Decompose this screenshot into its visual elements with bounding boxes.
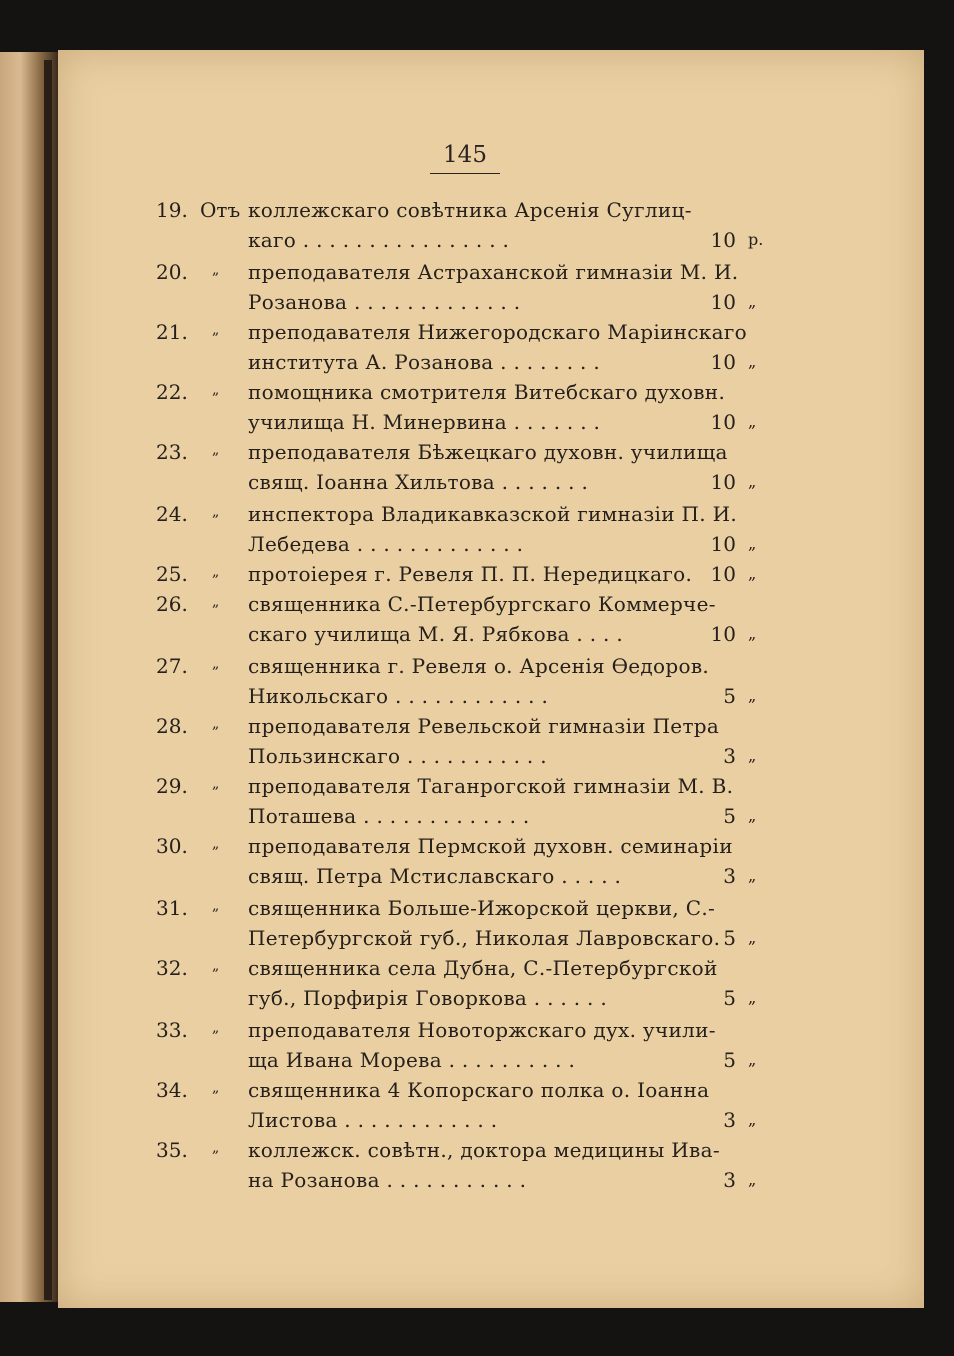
entry-line-1: [58, 380, 924, 410]
entry-text-line-2: свящ. Іоанна Хильтова . . . . . . .: [248, 470, 589, 494]
entry-text-line-2: Розанова . . . . . . . . . . . . .: [248, 290, 521, 314]
entry-amount: 10: [710, 350, 736, 374]
book-page: [58, 50, 924, 1308]
entry-line-2: [58, 744, 924, 774]
ditto-mark: „: [212, 1140, 220, 1156]
page-number-rule: [430, 173, 500, 174]
entry-amount: 5: [723, 1048, 736, 1072]
entry-text-line-2: Никольскаго . . . . . . . . . . . .: [248, 684, 549, 708]
entry-text-line-1: священника 4 Копорскаго полка о. Іоанна: [248, 1078, 710, 1102]
entry-amount: 5: [723, 804, 736, 828]
entry-unit: „: [748, 746, 757, 765]
entry-line-1: [58, 834, 924, 864]
entry-unit: „: [748, 686, 757, 705]
entry-unit: „: [748, 866, 757, 885]
entry-line-1: [58, 260, 924, 290]
entry-prefix: Отъ: [200, 198, 241, 222]
entry-amount: 3: [723, 744, 736, 768]
ditto-mark: „: [212, 836, 220, 852]
entry-unit: „: [748, 534, 757, 553]
entry-line-1: [58, 1138, 924, 1168]
entry-unit: „: [748, 624, 757, 643]
entry-number: 25.: [156, 562, 188, 586]
entry-text-line-1: инспектора Владикавказской гимназіи П. И.: [248, 502, 737, 526]
entry-text-line-2: училища Н. Минервина . . . . . . .: [248, 410, 601, 434]
entry-amount: 5: [723, 926, 736, 950]
entry-amount: 10: [710, 410, 736, 434]
entry-number: 24.: [156, 502, 188, 526]
entry-amount: 10: [710, 622, 736, 646]
entry-text-line-1: преподавателя Нижегородскаго Маріинскаго: [248, 320, 747, 344]
entry-text-line-2: скаго училища М. Я. Рябкова . . . .: [248, 622, 623, 646]
entry-number: 30.: [156, 834, 188, 858]
ditto-mark: „: [212, 442, 220, 458]
entry-unit: „: [748, 1110, 757, 1129]
entry-amount: 10: [710, 228, 736, 252]
ditto-mark: „: [212, 1020, 220, 1036]
entry-text-line-1: преподавателя Бѣжецкаго духовн. училища: [248, 440, 728, 464]
binding-edge: [44, 60, 52, 1300]
entry-amount: 10: [710, 562, 736, 586]
entry-line-1: [58, 774, 924, 804]
ditto-mark: „: [212, 262, 220, 278]
entry-text-line-2: каго . . . . . . . . . . . . . . . .: [248, 228, 510, 252]
entry-line-1: [58, 198, 924, 228]
entry-line-2: [58, 290, 924, 320]
entry-text-line-2: губ., Порфирія Говоркова . . . . . .: [248, 986, 608, 1010]
entry-line-2: [58, 986, 924, 1016]
entry-amount: 10: [710, 532, 736, 556]
entry-line-1: [58, 1078, 924, 1108]
entry-number: 19.: [156, 198, 188, 222]
entry-amount: 5: [723, 986, 736, 1010]
ditto-mark: „: [212, 898, 220, 914]
entry-line-2: [58, 1048, 924, 1078]
entry-line-1: [58, 592, 924, 622]
entry-line-2: [58, 926, 924, 956]
entry-unit: „: [748, 352, 757, 371]
entry-number: 35.: [156, 1138, 188, 1162]
entry-number: 32.: [156, 956, 188, 980]
entry-line-2: [58, 864, 924, 894]
entry-number: 31.: [156, 896, 188, 920]
entry-text-line-1: преподавателя Таганрогской гимназіи М. В.: [248, 774, 734, 798]
entry-number: 20.: [156, 260, 188, 284]
entry-unit: „: [748, 564, 757, 583]
entry-line-1: [58, 714, 924, 744]
entry-line-2: [58, 804, 924, 834]
entry-text-line-2: Пользинскаго . . . . . . . . . . .: [248, 744, 547, 768]
entry-line-2: [58, 532, 924, 562]
ditto-mark: „: [212, 1080, 220, 1096]
entry-line-1: [58, 896, 924, 926]
entry-line-2: [58, 350, 924, 380]
entry-text-line-1: протоіерея г. Ревеля П. П. Нередицкаго.: [248, 562, 693, 586]
entry-unit: „: [748, 928, 757, 947]
entry-unit: р.: [748, 230, 764, 249]
entry-number: 27.: [156, 654, 188, 678]
entry-amount: 3: [723, 864, 736, 888]
entry-text-line-2: Лебедева . . . . . . . . . . . . .: [248, 532, 524, 556]
entry-number: 21.: [156, 320, 188, 344]
entry-unit: „: [748, 806, 757, 825]
entry-line-2: [58, 1168, 924, 1198]
ditto-mark: „: [212, 594, 220, 610]
entry-amount: 10: [710, 290, 736, 314]
entry-unit: „: [748, 472, 757, 491]
entry-line-2: [58, 684, 924, 714]
entry-text-line-1: коллежскаго совѣтника Арсенія Суглиц-: [248, 198, 692, 222]
ditto-mark: „: [212, 716, 220, 732]
entry-text-line-1: преподавателя Новоторжскаго дух. учили-: [248, 1018, 716, 1042]
entry-amount: 10: [710, 470, 736, 494]
entry-text-line-2: института А. Розанова . . . . . . . .: [248, 350, 600, 374]
entry-unit: „: [748, 412, 757, 431]
entry-number: 26.: [156, 592, 188, 616]
entry-line-2: [58, 228, 924, 258]
entry-text-line-1: преподавателя Астраханской гимназіи М. И.: [248, 260, 739, 284]
entry-text-line-1: коллежск. совѣтн., доктора медицины Ива-: [248, 1138, 720, 1162]
entry-text-line-2: Петербургской губ., Николая Лавровскаго.: [248, 926, 721, 950]
entry-text-line-1: священника С.-Петербургскаго Коммерче-: [248, 592, 716, 616]
entry-line-1: [58, 654, 924, 684]
entry-amount: 3: [723, 1168, 736, 1192]
entry-text-line-1: преподавателя Пермской духовн. семинаріи: [248, 834, 733, 858]
entry-line-2: [58, 622, 924, 652]
entry-number: 29.: [156, 774, 188, 798]
ditto-mark: „: [212, 564, 220, 580]
entry-number: 23.: [156, 440, 188, 464]
entry-unit: „: [748, 988, 757, 1007]
entry-line-2: [58, 470, 924, 500]
entry-line-1: [58, 562, 924, 592]
ditto-mark: „: [212, 382, 220, 398]
entry-line-2: [58, 1108, 924, 1138]
entry-unit: „: [748, 292, 757, 311]
entry-line-1: [58, 956, 924, 986]
entry-number: 22.: [156, 380, 188, 404]
entry-text-line-2: ща Ивана Морева . . . . . . . . . .: [248, 1048, 576, 1072]
entry-number: 28.: [156, 714, 188, 738]
entry-text-line-1: священника села Дубна, С.-Петербургской: [248, 956, 718, 980]
entry-line-1: [58, 1018, 924, 1048]
entry-line-1: [58, 320, 924, 350]
entry-number: 34.: [156, 1078, 188, 1102]
entry-text-line-1: помощника смотрителя Витебскаго духовн.: [248, 380, 726, 404]
entry-text-line-2: свящ. Петра Мстиславскаго . . . . .: [248, 864, 622, 888]
entry-text-line-2: на Розанова . . . . . . . . . . .: [248, 1168, 527, 1192]
entry-text-line-2: Листова . . . . . . . . . . . .: [248, 1108, 498, 1132]
entry-amount: 5: [723, 684, 736, 708]
entry-text-line-1: преподавателя Ревельской гимназіи Петра: [248, 714, 720, 738]
ditto-mark: „: [212, 322, 220, 338]
entry-number: 33.: [156, 1018, 188, 1042]
ditto-mark: „: [212, 776, 220, 792]
entry-line-2: [58, 410, 924, 440]
page-number: 145: [443, 142, 487, 168]
entry-line-1: [58, 502, 924, 532]
entry-text-line-1: священника г. Ревеля о. Арсенія Ѳедоров.: [248, 654, 710, 678]
entry-text-line-2: Поташева . . . . . . . . . . . . .: [248, 804, 530, 828]
entry-unit: „: [748, 1050, 757, 1069]
ditto-mark: „: [212, 504, 220, 520]
ditto-mark: „: [212, 958, 220, 974]
entry-amount: 3: [723, 1108, 736, 1132]
entry-text-line-1: священника Больше-Ижорской церкви, С.-: [248, 896, 716, 920]
ditto-mark: „: [212, 656, 220, 672]
entry-unit: „: [748, 1170, 757, 1189]
entry-line-1: [58, 440, 924, 470]
